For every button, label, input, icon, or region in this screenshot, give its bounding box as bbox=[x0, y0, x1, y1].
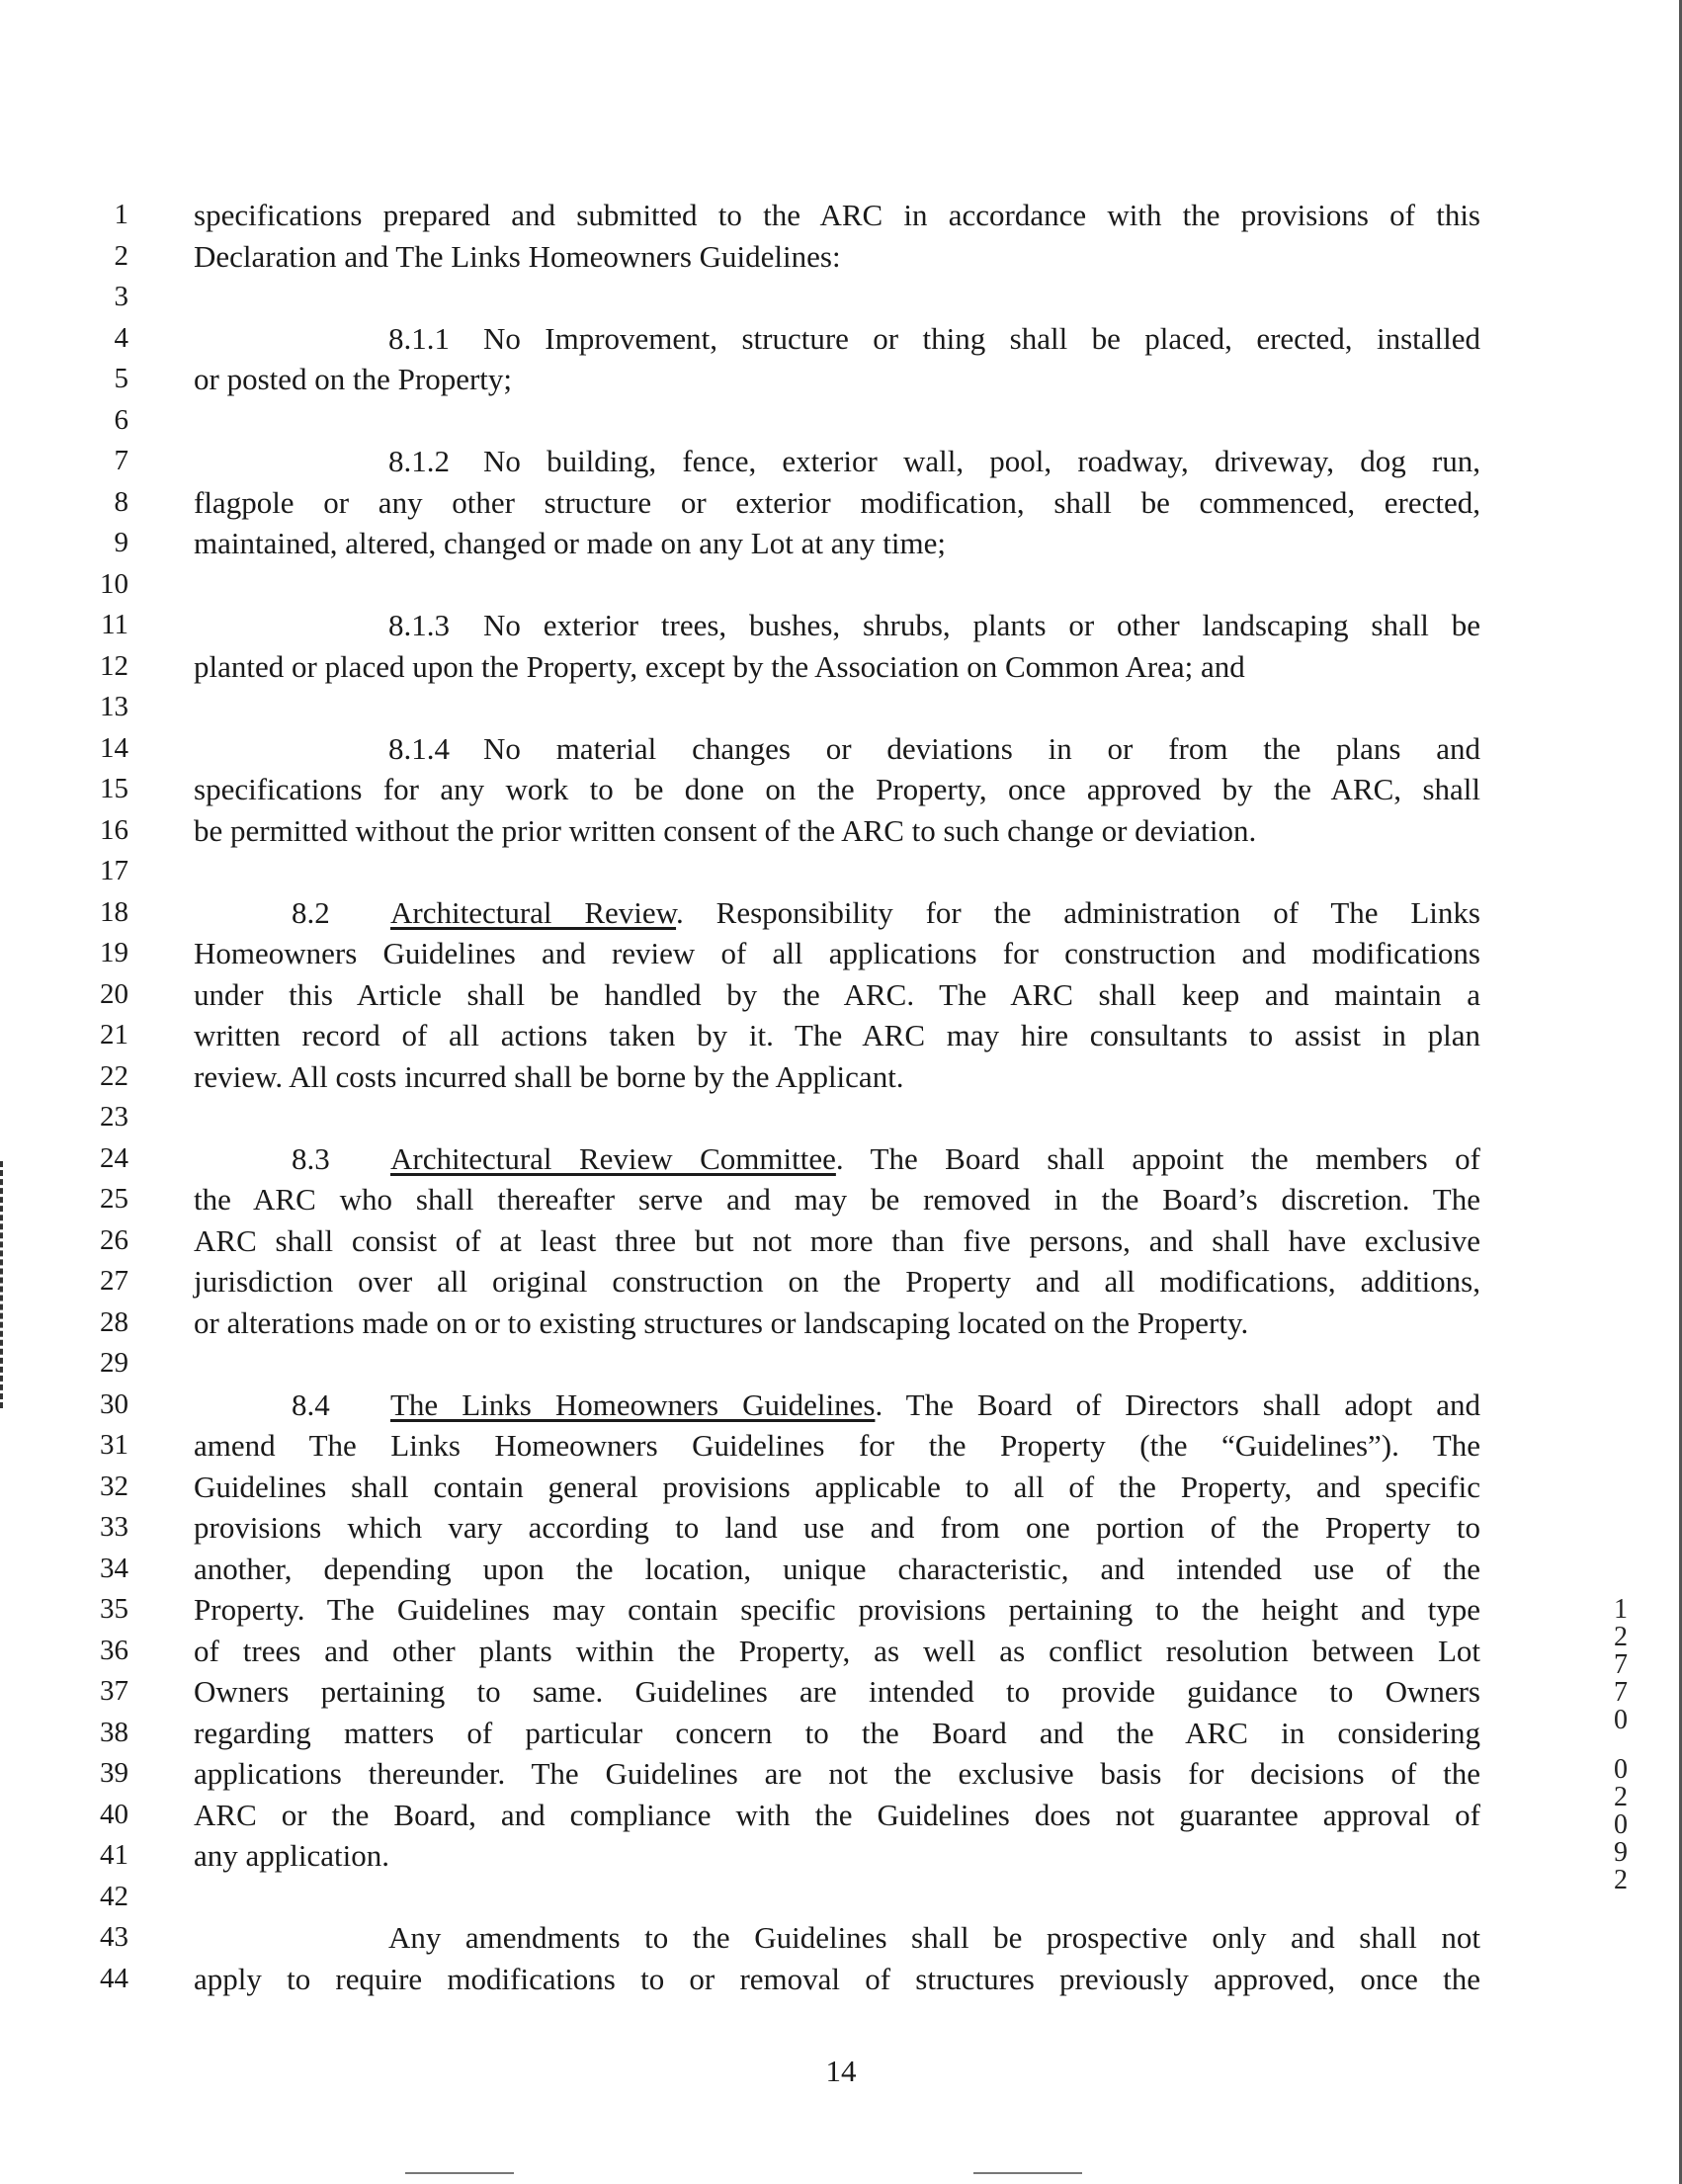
recording-digit: 2 bbox=[1614, 1782, 1628, 1812]
line-number: 41 bbox=[100, 1839, 128, 1871]
line-number: 11 bbox=[101, 609, 128, 640]
line-number: 19 bbox=[100, 937, 128, 968]
text-line: applications thereunder. The Guidelines are not the exclusive basis for decisions of the bbox=[194, 1756, 1480, 1791]
line-number: 24 bbox=[100, 1141, 128, 1174]
text-line: or alterations made on or to existing structures or landscaping located on the Property. bbox=[194, 1304, 1249, 1340]
text-line: specifications prepared and submitted to the ARC in accordance with the provisions of this bbox=[194, 198, 1480, 232]
section-text: No exterior trees, bushes, shrubs, plants or other landscaping shall be bbox=[483, 608, 1480, 642]
section-heading bbox=[390, 895, 1480, 930]
line-number: 16 bbox=[100, 813, 128, 846]
line-number: 4 bbox=[114, 321, 128, 354]
text-line: amend The Links Homeowners Guidelines for the Property (the “Guidelines”). The bbox=[194, 1428, 1480, 1463]
bottom-scan-mark bbox=[405, 2172, 514, 2174]
line-number: 33 bbox=[100, 1511, 128, 1543]
line-number: 35 bbox=[100, 1593, 128, 1625]
recording-number-stamp bbox=[1601, 1596, 1640, 1894]
section-heading-text: Architectural Review bbox=[390, 894, 677, 930]
line-number: 13 bbox=[100, 691, 128, 722]
line-number: 25 bbox=[100, 1183, 128, 1215]
text-line: specifications for any work to be done on the Property, once approved by the ARC, shall bbox=[194, 772, 1480, 806]
line-number: 12 bbox=[100, 649, 128, 682]
text-line bbox=[292, 892, 1480, 934]
section-text: . Responsibility for the administration of The Links bbox=[676, 894, 1480, 930]
text-line: Any amendments to the Guidelines shall be prospective only and shall not bbox=[388, 1920, 1480, 1955]
recording-digit: 0 bbox=[1614, 1754, 1628, 1785]
text-line: of trees and other plants within the Property, as well as conflict resolution between Lot bbox=[194, 1633, 1480, 1668]
text-line: jurisdiction over all original construction on the Property and all modifications, additions, bbox=[194, 1264, 1480, 1299]
line-number: 10 bbox=[100, 567, 128, 600]
text-line: planted or placed upon the Property, except by the Association on Common Area; and bbox=[194, 648, 1245, 684]
section-heading-text: The Links Homeowners Guidelines bbox=[390, 1386, 876, 1422]
line-number: 7 bbox=[114, 445, 128, 476]
text-line bbox=[388, 728, 1480, 770]
section-heading bbox=[390, 1141, 1480, 1176]
text-line: Guidelines shall contain general provisions applicable to all of the Property, and specific bbox=[194, 1469, 1480, 1504]
line-number: 22 bbox=[100, 1059, 128, 1092]
text-line: Declaration and The Links Homeowners Guidelines: bbox=[194, 238, 841, 274]
recording-digit: 7 bbox=[1614, 1649, 1628, 1680]
line-number: 42 bbox=[100, 1880, 128, 1912]
recording-digit: 7 bbox=[1614, 1677, 1628, 1708]
text-line: another, depending upon the location, unique characteristic, and intended use of the bbox=[194, 1551, 1480, 1586]
line-number: 5 bbox=[114, 363, 128, 394]
text-line: any application. bbox=[194, 1838, 389, 1873]
recording-digit: 2 bbox=[1614, 1622, 1628, 1652]
section-number: 8.4 bbox=[292, 1386, 330, 1422]
text-line: Owners pertaining to same. Guidelines are intended to provide guidance to Owners bbox=[194, 1674, 1480, 1709]
line-number: 2 bbox=[114, 239, 128, 272]
recording-digit: 9 bbox=[1614, 1837, 1628, 1868]
text-line: or posted on the Property; bbox=[194, 362, 513, 396]
line-number: 37 bbox=[100, 1675, 128, 1707]
line-number: 18 bbox=[100, 895, 128, 928]
section-text: No material changes or deviations in or from the plans and bbox=[483, 730, 1480, 766]
line-number: 27 bbox=[100, 1265, 128, 1297]
line-number: 9 bbox=[114, 527, 128, 558]
text-line: maintained, altered, changed or made on any Lot at any time; bbox=[194, 526, 946, 560]
line-number: 43 bbox=[100, 1921, 128, 1953]
line-number: 1 bbox=[114, 199, 128, 230]
section-text: . The Board shall appoint the members of bbox=[835, 1140, 1480, 1176]
text-line: the ARC who shall thereafter serve and may be removed in the Board’s discretion. The bbox=[194, 1182, 1480, 1217]
line-number: 31 bbox=[100, 1429, 128, 1461]
line-number: 21 bbox=[100, 1019, 128, 1050]
text-line: under this Article shall be handled by the ARC. The ARC shall keep and maintain a bbox=[194, 976, 1480, 1012]
left-margin-scan-mark bbox=[0, 1161, 9, 1408]
text-line: written record of all actions taken by it. The ARC may hire consultants to assist in plan bbox=[194, 1018, 1480, 1052]
section-text: No building, fence, exterior wall, pool, roadway, driveway, dog run, bbox=[483, 444, 1480, 478]
text-line bbox=[388, 441, 1480, 482]
line-number: 36 bbox=[100, 1634, 128, 1666]
line-number: 15 bbox=[100, 773, 128, 804]
text-line bbox=[388, 605, 1480, 646]
section-number: 8.3 bbox=[292, 1140, 330, 1176]
section-number: 8.1.4 bbox=[388, 730, 450, 766]
recording-digit: 2 bbox=[1614, 1865, 1628, 1895]
line-number: 32 bbox=[100, 1470, 128, 1502]
line-number: 3 bbox=[114, 281, 128, 312]
recording-number-gap bbox=[1601, 1734, 1640, 1756]
line-number: 34 bbox=[100, 1552, 128, 1584]
line-number: 17 bbox=[100, 855, 128, 886]
page-number: 14 bbox=[825, 2054, 857, 2088]
text-line: regarding matters of particular concern to the Board and the ARC in considering bbox=[194, 1715, 1480, 1750]
line-number: 38 bbox=[100, 1716, 128, 1748]
section-heading bbox=[390, 1387, 1480, 1422]
line-number: 20 bbox=[100, 977, 128, 1010]
text-line: ARC shall consist of at least three but not more than five persons, and shall have exclusive bbox=[194, 1222, 1480, 1258]
section-text: No Improvement, structure or thing shall be placed, erected, installed bbox=[483, 320, 1480, 356]
section-number: 8.1.1 bbox=[388, 320, 450, 356]
text-line: be permitted without the prior written consent of the ARC to such change or deviation. bbox=[194, 812, 1257, 848]
text-line: review. All costs incurred shall be borne by the Applicant. bbox=[194, 1058, 904, 1094]
line-number: 29 bbox=[100, 1347, 128, 1379]
text-line bbox=[292, 1385, 1480, 1426]
line-number: 40 bbox=[100, 1798, 128, 1830]
text-line: provisions which vary according to land use and from one portion of the Property to bbox=[194, 1510, 1480, 1545]
recording-digit: 0 bbox=[1614, 1809, 1628, 1840]
recording-digit: 1 bbox=[1614, 1594, 1628, 1625]
text-line: Property. The Guidelines may contain specific provisions pertaining to the height and type bbox=[194, 1592, 1480, 1627]
line-number: 39 bbox=[100, 1757, 128, 1789]
section-text: . The Board of Directors shall adopt and bbox=[875, 1386, 1480, 1422]
section-number: 8.1.3 bbox=[388, 608, 450, 642]
line-number: 26 bbox=[100, 1223, 128, 1256]
line-number: 23 bbox=[100, 1101, 128, 1133]
text-line: Homeowners Guidelines and review of all applications for construction and modifications bbox=[194, 936, 1480, 970]
line-number: 14 bbox=[100, 731, 128, 764]
text-line: ARC or the Board, and compliance with the Guidelines does not guarantee approval of bbox=[194, 1797, 1480, 1832]
text-line: flagpole or any other structure or exterior modification, shall be commenced, erected, bbox=[194, 484, 1480, 520]
line-number: 44 bbox=[100, 1962, 128, 1994]
text-line bbox=[388, 318, 1480, 360]
line-number: 8 bbox=[114, 485, 128, 518]
text-line bbox=[292, 1138, 1480, 1180]
recording-digit: 0 bbox=[1614, 1705, 1628, 1735]
section-number: 8.2 bbox=[292, 894, 330, 930]
text-line: apply to require modifications to or removal of structures previously approved, once the bbox=[194, 1961, 1480, 1996]
line-number: 30 bbox=[100, 1387, 128, 1420]
section-number: 8.1.2 bbox=[388, 444, 450, 478]
line-number: 6 bbox=[114, 403, 128, 436]
line-number: 28 bbox=[100, 1305, 128, 1338]
bottom-scan-mark bbox=[973, 2172, 1082, 2174]
section-heading-text: Architectural Review Committee bbox=[390, 1140, 836, 1176]
